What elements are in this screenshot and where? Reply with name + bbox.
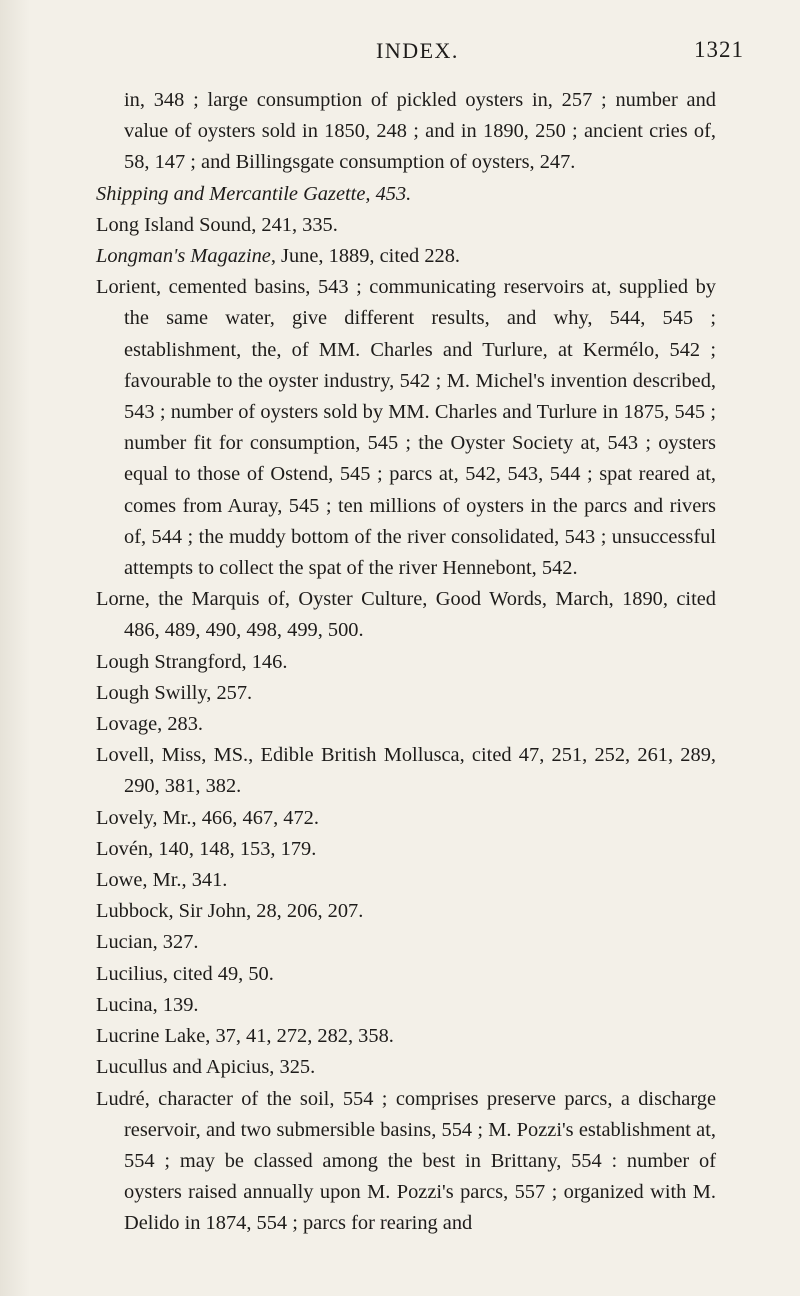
index-entry xyxy=(96,896,716,927)
index-entry xyxy=(96,1021,716,1052)
entry-term: Longman's Magazine xyxy=(96,245,271,268)
entry-term: Lough Swilly, 257. xyxy=(96,681,253,704)
entry-text: Shipping and Mercantile Gazette, 453. xyxy=(96,182,412,205)
entry-term: Lovely, Mr., 466, 467, 472. xyxy=(96,806,319,829)
index-entry xyxy=(96,740,716,802)
page-gutter-shadow xyxy=(0,0,30,1296)
index-entry xyxy=(96,241,716,272)
index-entries xyxy=(96,85,716,1240)
index-entry xyxy=(96,272,716,584)
index-entry xyxy=(96,803,716,834)
entry-term: Lucina, 139. xyxy=(96,993,199,1016)
entry-term: Lucullus and Apicius, 325. xyxy=(96,1056,316,1079)
entry-term: Lorne xyxy=(96,588,145,611)
entry-text: , Miss, MS., Edible British Mollusca, cited 47, 251, 252, 261, 289, 290, 381, 382. xyxy=(124,744,716,798)
index-entry xyxy=(96,1052,716,1083)
index-entry xyxy=(96,709,716,740)
entry-text: , the Marquis of, Oyster Culture, Good Words, March, 1890, cited 486, 489, 490, 498, 499, 500. xyxy=(124,588,716,642)
page-number: 1321 xyxy=(694,37,744,62)
entry-term: Lough Strangford, 146. xyxy=(96,650,288,673)
index-entry xyxy=(96,647,716,678)
entry-text: , character of the soil, 554 ; comprises preserve parcs, a discharge reservoir, and two submersible basins, 554 ; M. Pozzi's establishment at, 554 ; may be classed among the best in Brittany, 554 : number of oysters raised annually upon M. Pozzi's parcs, 557 ; organized with M. Delido in 1874, 554 ; parcs for rearing and xyxy=(124,1087,716,1235)
entry-term: Ludré xyxy=(96,1087,145,1110)
entry-text: , cemented basins, 543 ; communicating reservoirs at, supplied by the same water, give different results, and why, 544, 545 ; establishment, the, of MM. Charles and Turlure, at Kermélo, 542 ; favourable to the oyster industry, 542 ; M. Michel's invention described, 543 ; number of oysters sold by MM. Charles and Turlure in 1875, 545 ; number fit for consumption, 545 ; the Oyster Society at, 543 ; oysters equal to those of Ostend, 545 ; parcs at, 542, 543, 544 ; spat reared at, comes from Auray, 545 ; ten millions of oysters in the parcs and rivers of, 544 ; the muddy bottom of the river consolidated, 543 ; unsuccessful attempts to collect the spat of the river Hennebont, 542. xyxy=(124,276,716,580)
entry-text: in, 348 ; large consumption of pickled oysters in, 257 ; number and value of oysters sold in 1850, 248 ; and in 1890, 250 ; ancient cries of, 58, 147 ; and Billingsgate consumption of oysters, 247. xyxy=(124,89,716,174)
index-entry xyxy=(96,927,716,958)
index-entry xyxy=(96,179,716,210)
index-entry xyxy=(96,1084,716,1240)
entry-term: Lucian, 327. xyxy=(96,931,199,954)
index-entry xyxy=(96,865,716,896)
entry-text: , June, 1889, cited 228. xyxy=(270,245,461,268)
running-head: INDEX. xyxy=(376,38,459,63)
entry-term: Lowe, Mr., 341. xyxy=(96,869,228,892)
index-entry xyxy=(96,990,716,1021)
index-entry xyxy=(96,210,716,241)
page-header xyxy=(0,38,800,78)
index-entry xyxy=(96,959,716,990)
index-entry xyxy=(96,834,716,865)
entry-term: Lovell xyxy=(96,744,150,767)
entry-term: Long Island Sound, 241, 335. xyxy=(96,213,338,236)
entry-term: Lorient xyxy=(96,276,157,299)
index-entry xyxy=(96,678,716,709)
entry-term: Lucrine Lake, 37, 41, 272, 282, 358. xyxy=(96,1025,394,1048)
entry-term: Lovage, 283. xyxy=(96,713,204,736)
index-entry xyxy=(96,584,716,646)
index-entry xyxy=(96,85,716,179)
entry-term: Lubbock, Sir John, 28, 206, 207. xyxy=(96,900,364,923)
entry-term: Lovén, 140, 148, 153, 179. xyxy=(96,837,317,860)
entry-term: Lucilius, cited 49, 50. xyxy=(96,962,274,985)
